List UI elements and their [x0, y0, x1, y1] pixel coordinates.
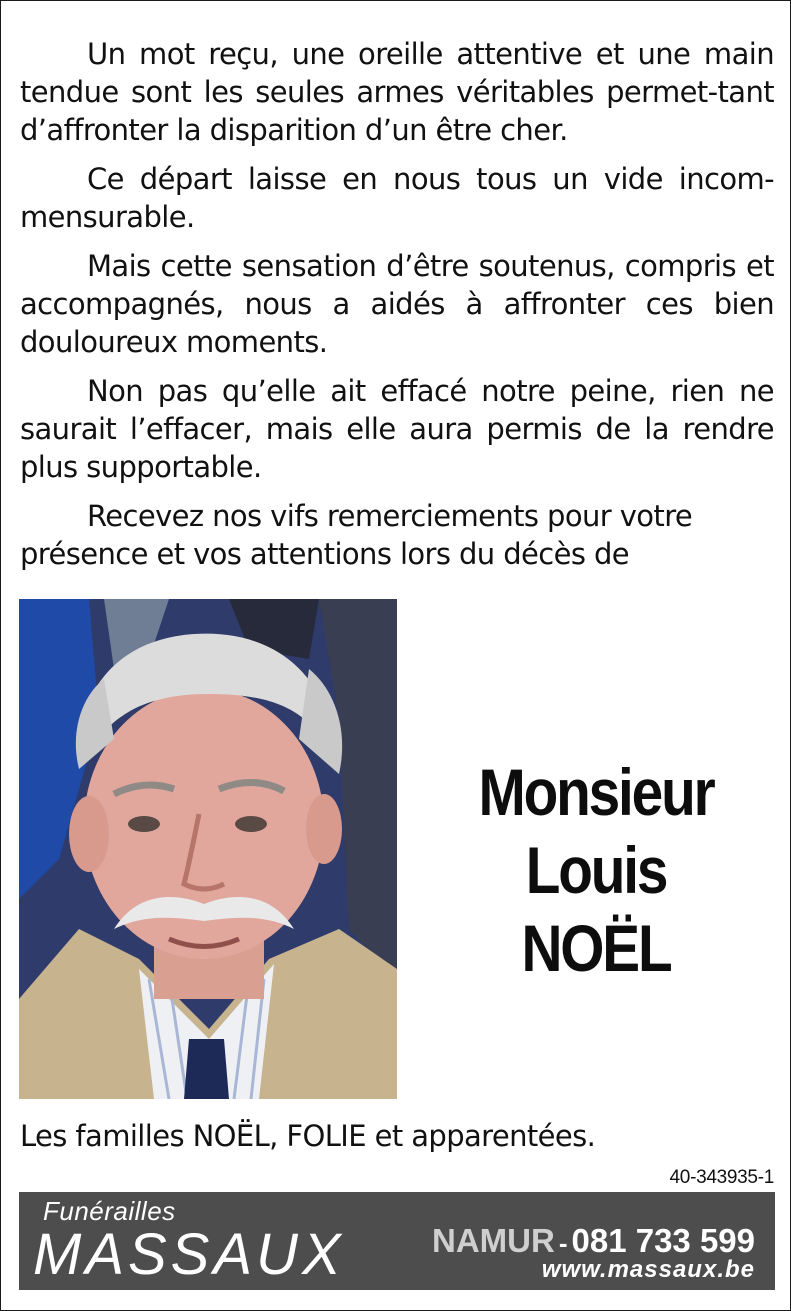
- message-paragraph: Ce départ laisse en nous tous un vide incom-mensurable.: [20, 162, 774, 234]
- phone-number[interactable]: 081 733 599: [571, 1222, 755, 1259]
- city-label: NAMUR: [431, 1222, 555, 1259]
- brand-subtitle: Funérailles: [43, 1196, 176, 1226]
- deceased-title: Monsieur: [478, 755, 714, 829]
- reference-number: 40-343935-1: [669, 1167, 774, 1188]
- message-paragraph: Recevez nos vifs remerciements pour votre présence et vos attentions lors du décès de: [20, 499, 693, 571]
- thank-you-message: [20, 35, 774, 584]
- message-paragraph: Mais cette sensation d’être soutenus, compris et accompagnés, nous a aidés à affronter ces bien douloureux moments.: [20, 249, 774, 359]
- portrait-photo: [19, 599, 397, 1099]
- contact-line: [432, 1222, 755, 1260]
- deceased-last-name: NOËL: [521, 911, 671, 985]
- message-paragraph: Un mot reçu, une oreille attentive et une main tendue sont les seules armes véritables permet-tant d’affronter la disparition d’un être cher.: [20, 37, 774, 147]
- funeral-home-banner: [19, 1192, 775, 1290]
- separator: -: [558, 1228, 568, 1258]
- deceased-name: [446, 753, 747, 987]
- deceased-first-name: Louis: [525, 833, 667, 907]
- message-paragraph: Non pas qu’elle ait effacé notre peine, rien ne saurait l’effacer, mais elle aura permis de la rendre plus supportable.: [20, 374, 774, 484]
- website-link[interactable]: www.massaux.be: [541, 1256, 755, 1283]
- brand-logo-text: MASSAUX: [33, 1222, 345, 1287]
- families-signature: Les familles NOËL, FOLIE et apparentées.: [20, 1119, 596, 1153]
